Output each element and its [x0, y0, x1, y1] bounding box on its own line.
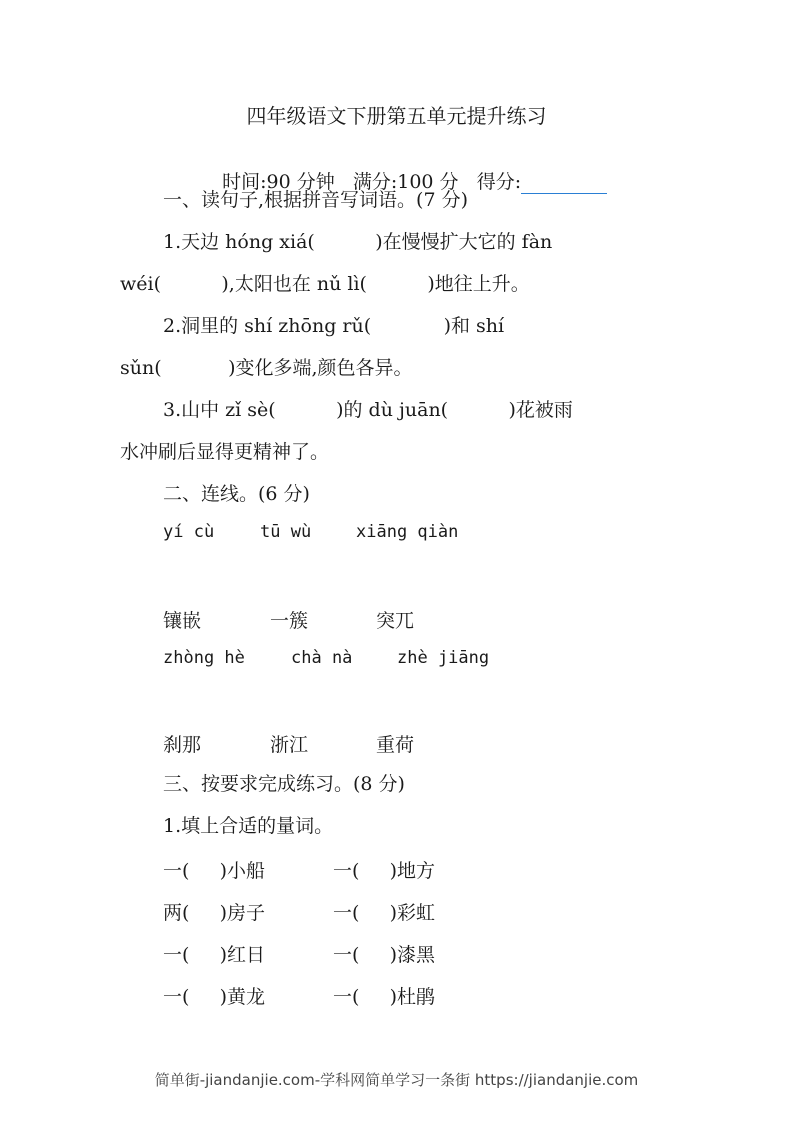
measure-item: 一( )黄龙: [163, 986, 266, 1008]
q2-line2: sǔn( )变化多端,颜色各异。: [120, 357, 413, 379]
measure-item: 一( )红日: [163, 944, 266, 966]
word-item[interactable]: 刹那: [163, 734, 202, 756]
pinyin-item[interactable]: yí cù: [163, 522, 215, 542]
section1-heading: 一、读句子,根据拼音写词语。(7 分): [163, 189, 468, 211]
q1-line1: 1.天边 hóng xiá( )在慢慢扩大它的 fàn: [163, 231, 553, 253]
exam-meta: [210, 146, 607, 194]
section3-heading: 三、按要求完成练习。(8 分): [163, 773, 405, 795]
measure-item: 一( )漆黑: [333, 944, 436, 966]
measure-item: 一( )彩虹: [333, 902, 436, 924]
footer-watermark: 简单街-jiandanjie.com-学科网简单学习一条街 https://jiandanjie.com: [154, 1071, 639, 1089]
pinyin-item[interactable]: tū wù: [260, 522, 312, 542]
q3-line2: 水冲刷后显得更精神了。: [120, 441, 330, 463]
measure-item: 两( )房子: [163, 902, 266, 924]
pinyin-item[interactable]: zhòng hè: [163, 648, 245, 668]
q3-line1: 3.山中 zǐ sè( )的 dù juān( )花被雨: [163, 399, 573, 421]
score-blank[interactable]: [521, 173, 607, 194]
q1-line2: wéi( ),太阳也在 nǔ lì( )地往上升。: [120, 273, 530, 295]
word-item[interactable]: 镶嵌: [163, 610, 202, 632]
score-label: 得分:: [476, 171, 522, 193]
word-item[interactable]: 突兀: [376, 610, 415, 632]
page-title: 四年级语文下册第五单元提升练习: [246, 104, 547, 128]
section3-sub1: 1.填上合适的量词。: [163, 815, 334, 837]
measure-item: 一( )地方: [333, 860, 436, 882]
word-item[interactable]: 浙江: [270, 734, 309, 756]
full-score: 满分:100 分: [352, 171, 459, 193]
word-item[interactable]: 一簇: [270, 610, 309, 632]
word-item[interactable]: 重荷: [376, 734, 415, 756]
measure-item: 一( )杜鹃: [333, 986, 436, 1008]
section2-heading: 二、连线。(6 分): [163, 483, 310, 505]
time-limit: 时间:90 分钟: [222, 171, 335, 193]
measure-item: 一( )小船: [163, 860, 266, 882]
pinyin-item[interactable]: zhè jiāng: [397, 648, 490, 668]
pinyin-item[interactable]: chà nà: [291, 648, 353, 668]
q2-line1: 2.洞里的 shí zhōng rǔ( )和 shí: [163, 315, 505, 337]
pinyin-item[interactable]: xiāng qiàn: [356, 522, 459, 542]
